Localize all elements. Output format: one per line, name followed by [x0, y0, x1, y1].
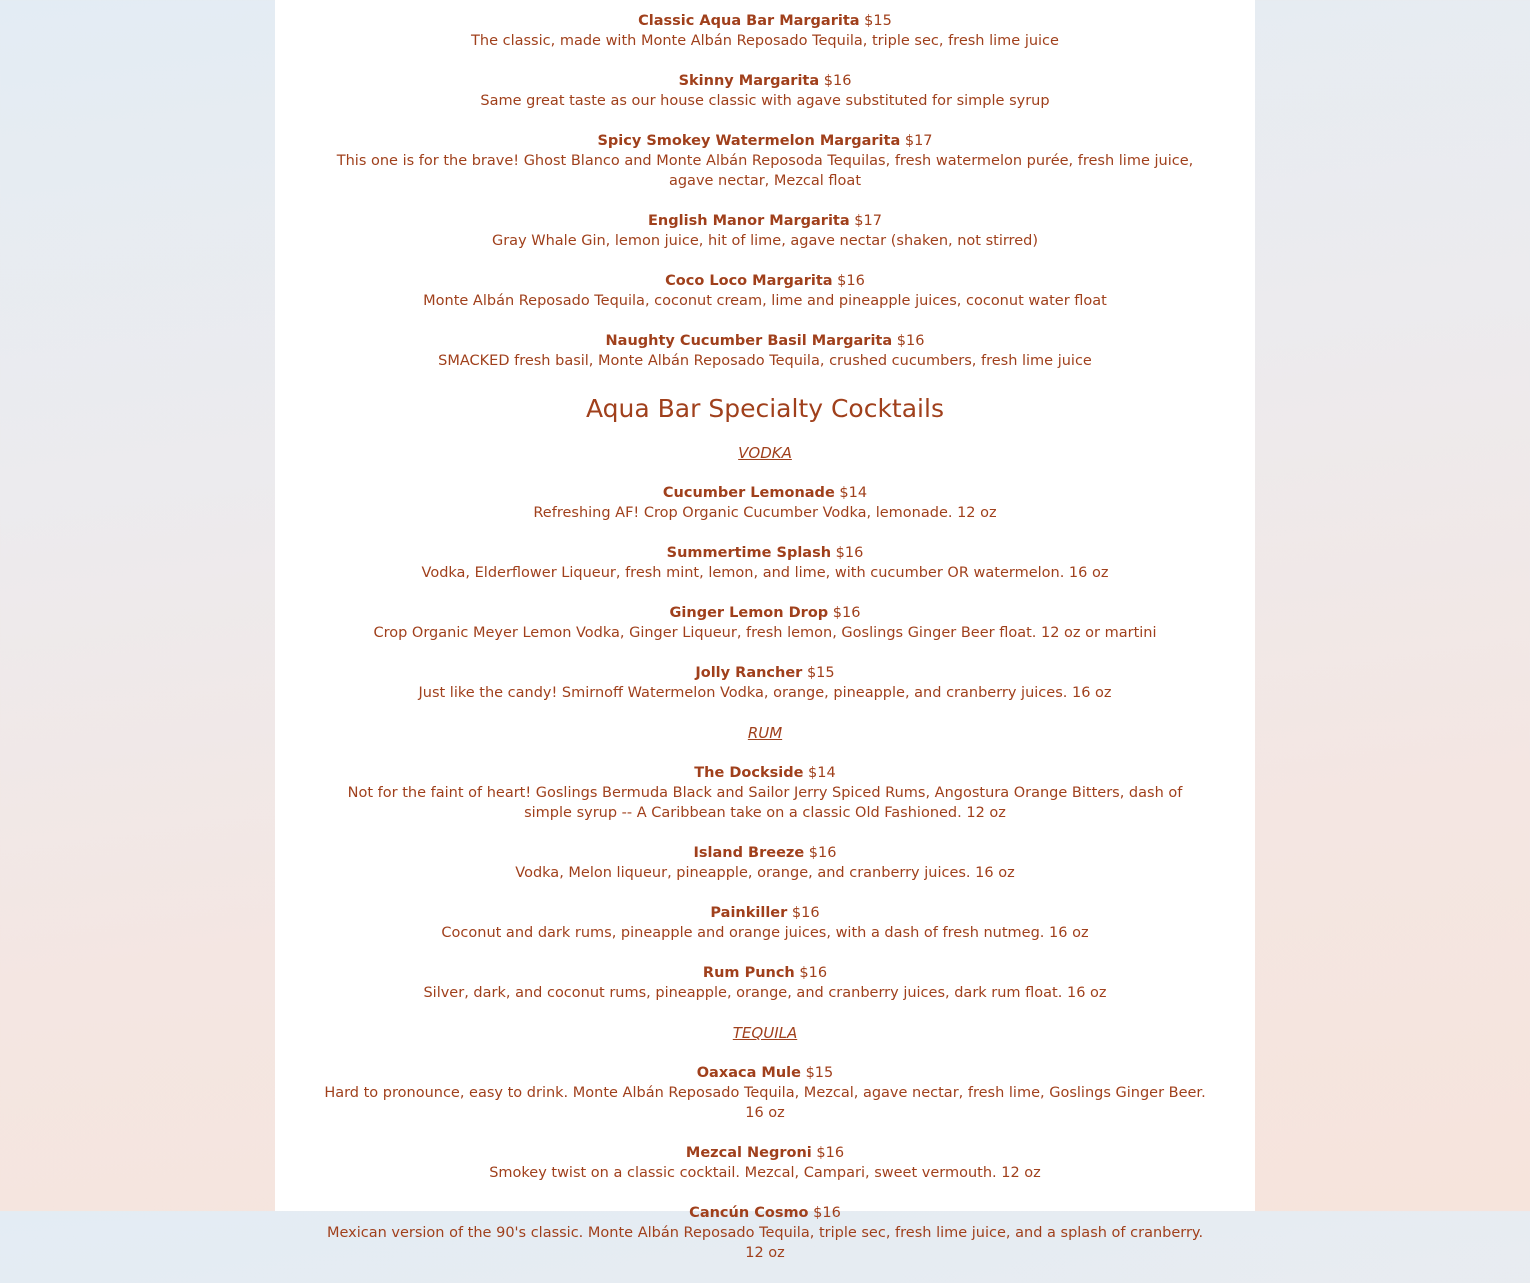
item-name: Skinny Margarita: [678, 73, 820, 89]
item-price: $15: [864, 13, 892, 29]
item-name: Coco Loco Margarita: [665, 273, 833, 289]
item-description: Mexican version of the 90's classic. Monte Albán Reposado Tequila, triple sec, fresh lime juice, and a splash of cranberry. 12 oz: [326, 1225, 1204, 1261]
item-price: $16: [823, 73, 852, 89]
menu-item: [323, 1143, 1207, 1183]
menu-item: [323, 543, 1207, 583]
item-name: Painkiller: [710, 905, 788, 921]
tequila-list: [323, 1063, 1207, 1263]
item-price: $16: [799, 965, 828, 981]
item-name: Rum Punch: [702, 965, 795, 981]
menu-item: [323, 603, 1207, 643]
menu-item: [323, 11, 1207, 51]
item-description: Refreshing AF! Crop Organic Cucumber Vodka, lemonade. 12 oz: [533, 505, 997, 521]
menu-item: [323, 331, 1207, 371]
item-name: Island Breeze: [693, 845, 805, 861]
menu-panel: [275, 0, 1255, 1261]
menu-item: [323, 903, 1207, 943]
item-price: $14: [839, 485, 868, 501]
menu-item: [323, 131, 1207, 191]
item-description: Not for the faint of heart! Goslings Bermuda Black and Sailor Jerry Spiced Rums, Angostura Orange Bitters, dash of simple syrup -- A Caribbean take on a classic Old Fashioned. 12 oz: [347, 785, 1183, 821]
item-description: Monte Albán Reposado Tequila, coconut cream, lime and pineapple juices, coconut water float: [423, 293, 1107, 309]
menu-item: [323, 763, 1207, 823]
item-price: $16: [837, 273, 865, 289]
item-description: Just like the candy! Smirnoff Watermelon Vodka, orange, pineapple, and cranberry juices. 16 oz: [418, 685, 1112, 701]
item-name: Spicy Smokey Watermelon Margarita: [597, 133, 901, 149]
item-price: $16: [896, 333, 925, 349]
item-description: Hard to pronounce, easy to drink. Monte Albán Reposado Tequila, Mezcal, agave nectar, fresh lime, Goslings Ginger Beer. 16 oz: [324, 1085, 1206, 1121]
item-description: Vodka, Melon liqueur, pineapple, orange, and cranberry juices. 16 oz: [515, 865, 1015, 881]
margarita-list: [323, 11, 1207, 371]
item-description: Vodka, Elderflower Liqueur, fresh mint, lemon, and lime, with cucumber OR watermelon. 16 oz: [421, 565, 1109, 581]
item-name: Naughty Cucumber Basil Margarita: [605, 333, 893, 349]
item-price: $16: [835, 545, 864, 561]
item-name: Classic Aqua Bar Margarita: [638, 13, 860, 29]
item-description: Same great taste as our house classic with agave substituted for simple syrup: [480, 93, 1050, 109]
category-heading-rum: RUM: [747, 724, 783, 742]
item-name: English Manor Margarita: [648, 213, 850, 229]
item-description: Gray Whale Gin, lemon juice, hit of lime, agave nectar (shaken, not stirred): [491, 233, 1038, 249]
item-price: $14: [808, 765, 836, 781]
menu-item: [323, 483, 1207, 523]
item-price: $16: [791, 905, 820, 921]
item-name: Summertime Splash: [666, 545, 832, 561]
item-description: Silver, dark, and coconut rums, pineapple, orange, and cranberry juices, dark rum float. 16 oz: [423, 985, 1107, 1001]
item-description: Coconut and dark rums, pineapple and orange juices, with a dash of fresh nutmeg. 16 oz: [441, 925, 1089, 941]
item-description: SMACKED fresh basil, Monte Albán Reposado Tequila, crushed cucumbers, fresh lime juice: [438, 353, 1092, 369]
vodka-list: [323, 483, 1207, 703]
section-title: Aqua Bar Specialty Cocktails: [586, 394, 944, 423]
item-name: Oaxaca Mule: [696, 1065, 801, 1081]
item-price: $15: [806, 665, 835, 681]
rum-list: [323, 763, 1207, 1003]
menu-item: [323, 963, 1207, 1003]
item-price: $16: [832, 605, 861, 621]
menu-item: [323, 843, 1207, 883]
item-price: $16: [813, 1205, 841, 1221]
item-price: $16: [816, 1145, 845, 1161]
category-heading-vodka: VODKA: [738, 444, 792, 462]
item-price: $16: [808, 845, 837, 861]
menu-content: [323, 11, 1207, 1283]
item-name: Cancún Cosmo: [689, 1205, 809, 1221]
menu-item: [323, 1063, 1207, 1123]
item-price: $15: [805, 1065, 834, 1081]
item-name: Mezcal Negroni: [685, 1145, 812, 1161]
item-name: Cucumber Lemonade: [662, 485, 835, 501]
item-name: Ginger Lemon Drop: [669, 605, 829, 621]
item-description: The classic, made with Monte Albán Reposado Tequila, triple sec, fresh lime juice: [471, 33, 1059, 49]
menu-item: [323, 71, 1207, 111]
item-price: $17: [904, 133, 933, 149]
menu-item: [323, 663, 1207, 703]
menu-item: [323, 271, 1207, 311]
item-name: The Dockside: [694, 765, 804, 781]
category-heading-tequila: TEQUILA: [732, 1024, 798, 1042]
menu-item: [323, 211, 1207, 251]
item-description: Crop Organic Meyer Lemon Vodka, Ginger Liqueur, fresh lemon, Goslings Ginger Beer float. 12 oz or martini: [373, 625, 1157, 641]
item-description: Smokey twist on a classic cocktail. Mezcal, Campari, sweet vermouth. 12 oz: [489, 1165, 1041, 1181]
item-price: $17: [854, 213, 882, 229]
menu-item: [323, 1203, 1207, 1263]
item-description: This one is for the brave! Ghost Blanco and Monte Albán Reposoda Tequilas, fresh watermelon purée, fresh lime juice, agave nectar, Mezcal float: [336, 153, 1194, 189]
item-name: Jolly Rancher: [695, 665, 803, 681]
